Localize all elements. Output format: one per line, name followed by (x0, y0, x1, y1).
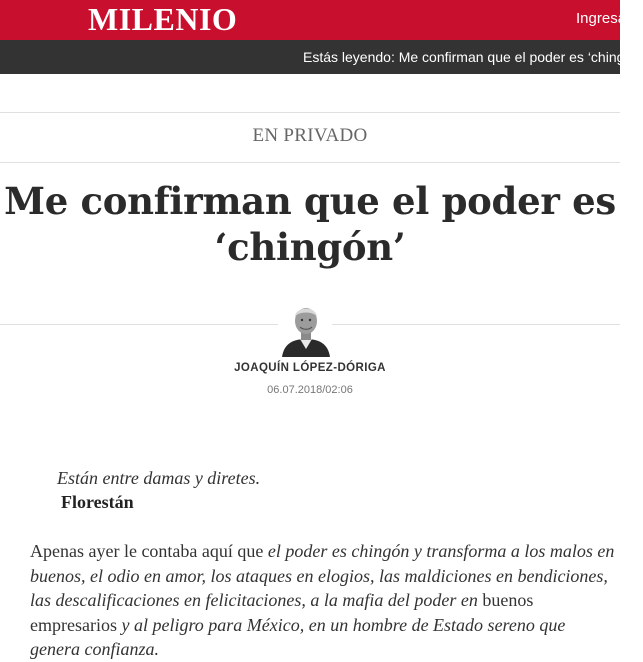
headline-line-1: Me confirman que el poder es (4, 179, 616, 223)
section-label[interactable]: EN PRIVADO (252, 125, 368, 146)
section-divider-top (0, 112, 620, 113)
reading-now-text[interactable]: Estás leyendo: Me confirman que el poder es ‘chingón’ (303, 49, 643, 65)
publish-date: 06.07.2018/02:06 (267, 384, 353, 396)
epigraph-quote: Están entre damas y diretes. (57, 468, 261, 488)
reading-bar (0, 40, 643, 74)
author-photo-icon (280, 297, 332, 357)
login-link[interactable]: Ingresa (576, 10, 627, 27)
paragraph-run-2: el poder es chingón y transforma a los malos en buenos, el odio en amor, los ataques en elogios, las maldiciones en bendiciones, las descalificaciones en felicitaciones, a la mafia del poder en (30, 541, 615, 610)
headline-line-2: ‘chingón’ (214, 225, 406, 269)
article-headline (0, 178, 620, 270)
top-bar (0, 0, 627, 40)
section-divider-bottom (0, 162, 620, 163)
article-paragraph (30, 539, 618, 662)
epigraph-author: Florestán (61, 492, 134, 512)
paragraph-run-1: Apenas ayer le contaba aquí que (30, 541, 268, 561)
milenio-logo[interactable]: MILENIO (88, 1, 238, 37)
author-name[interactable]: JOAQUÍN LÓPEZ-DÓRIGA (234, 362, 386, 374)
paragraph-run-3: buenos empresarios (30, 590, 534, 635)
paragraph-run-4: y al peligro para México, en un hombre de Estado sereno que genera confianza. (30, 614, 566, 659)
author-avatar[interactable] (278, 295, 330, 355)
